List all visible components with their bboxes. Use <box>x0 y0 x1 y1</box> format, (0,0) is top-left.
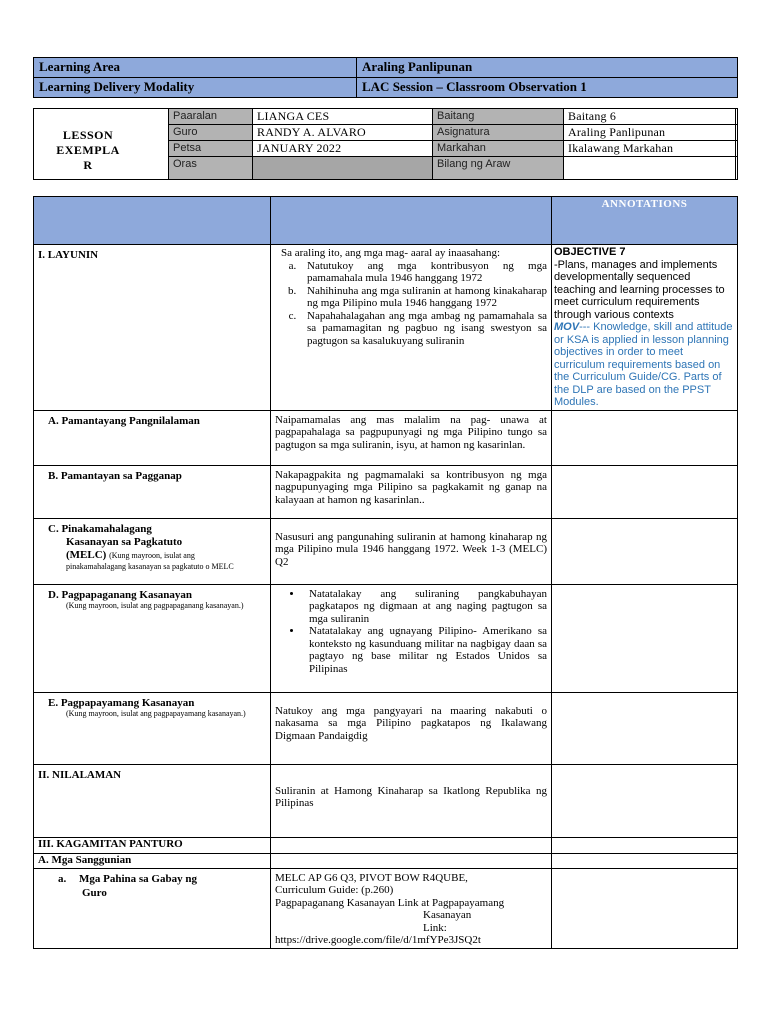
layunin-label: I. LAYUNIN <box>34 245 271 411</box>
lesson-info-table <box>168 108 738 180</box>
annotations-header: ANNOTATIONS <box>552 197 738 245</box>
pagpapayamang-text: Natukoy ang mga pangyayari na maaring nakabuti o nakasama sa mga Pilipino pagkatapos ng Ikalawang Digmaan Pandaigdig <box>271 692 552 764</box>
melc-note: pinakamahalagang kasanayan sa pagkatuto o MELC <box>66 561 234 571</box>
mov-annotation <box>554 321 733 408</box>
nilalaman-text: Suliranin at Hamong Kinaharap sa Ikatlong Republika ng Pilipinas <box>271 764 552 837</box>
melc-label-line1: C. Pinakamahalagang <box>48 522 152 535</box>
pagpapaganang-label <box>34 584 271 692</box>
pahina-line5: Link: <box>423 921 447 934</box>
delivery-modality-value: LAC Session – Classroom Observation 1 <box>357 78 738 98</box>
lesson-plan-table <box>33 196 738 949</box>
melc-text: Nasusuri ang pangunahing suliranin at hamong kinaharap ng mga Pilipino mula 1946 hanggang 1972. Week 1-3 (MELC) Q2 <box>271 518 552 584</box>
pahina-link[interactable]: https://drive.google.com/file/d/1mfYPe3JSQ2t <box>275 934 481 946</box>
melc-note-inline: (Kung mayroon, isulat ang <box>109 550 195 560</box>
pahina-line4: Kasanayan <box>423 909 472 921</box>
kagamitan-content <box>271 837 552 853</box>
header-blank-1 <box>34 197 271 245</box>
guro-label: Guro <box>169 125 253 141</box>
lesson-exemplar-label: LESSON EXEMPLA R <box>56 128 120 172</box>
pagpapayamang-label <box>34 692 271 764</box>
pamantayang-pangnilalaman-label: A. Pamantayang Pangnilalaman <box>34 410 271 465</box>
header-table <box>33 57 738 98</box>
nilalaman-annotation <box>552 764 738 837</box>
baitang-value: Baitang 6 <box>564 109 738 125</box>
list-item: a. Natutukoy ang mga kontribusyon ng mga pamamahala mula 1946 hanggang 1972 <box>299 260 547 285</box>
pahina-label <box>34 868 271 948</box>
pagpapaganang-note: (Kung mayroon, isulat ang pagpapaganang kasanayan.) <box>66 601 244 610</box>
pamantayang-pangnilalaman-text: Naipamamalas ang mas malalim na pag- unawa at pagpapahalaga sa pagpupunyagi ng mga Pilipino tungo sa pagtugon sa mga suliranin, isyu, at hamon ng kasarinlan. <box>271 410 552 465</box>
petsa-label: Petsa <box>169 141 253 157</box>
kagamitan-label: III. KAGAMITAN PANTURO <box>34 837 271 853</box>
pagpapayamang-title: E. Pagpapayamang Kasanayan <box>48 696 195 709</box>
pahina-line2: Curriculum Guide: (p.260) <box>275 884 394 896</box>
sanggunian-annotation <box>552 853 738 868</box>
pahina-annotation <box>552 868 738 948</box>
learning-area-value: Araling Panlipunan <box>357 58 738 78</box>
pagpapayamang-annotation <box>552 692 738 764</box>
baitang-label: Baitang <box>433 109 564 125</box>
bilang-ng-araw-value <box>564 157 738 180</box>
pahina-line1: MELC AP G6 Q3, PIVOT BOW R4QUBE, <box>275 871 468 884</box>
oras-value <box>253 157 433 180</box>
paaralan-label: Paaralan <box>169 109 253 125</box>
pamantayan-pagganap-label: B. Pamantayan sa Pagganap <box>34 465 271 518</box>
melc-label-line3: (MELC) <box>66 548 107 561</box>
pahina-label-line1: Mga Pahina sa Gabay ng <box>79 872 197 885</box>
petsa-value: JANUARY 2022 <box>253 141 433 157</box>
list-item: b. Nahihinuha ang mga suliranin at hamong kinakaharap ng mga Pilipino mula 1946 hanggang 1972 <box>299 285 547 310</box>
pagpapaganang-content <box>271 584 552 692</box>
pamantayan-pagganap-annotation <box>552 465 738 518</box>
layunin-content <box>271 245 552 411</box>
markahan-value: Ikalawang Markahan <box>564 141 738 157</box>
melc-label <box>34 518 271 584</box>
sanggunian-label: A. Mga Sanggunian <box>34 853 271 868</box>
mov-tag: MOV <box>554 321 580 333</box>
layunin-intro: Sa araling ito, ang mga mag- aaral ay inaasahang: <box>281 247 500 259</box>
melc-annotation <box>552 518 738 584</box>
bilang-ng-araw-label: Bilang ng Araw <box>433 157 564 180</box>
guro-value: RANDY A. ALVARO <box>253 125 433 141</box>
oras-label: Oras <box>169 157 253 180</box>
pagpapaganang-annotation <box>552 584 738 692</box>
annotation-title: OBJECTIVE 7 <box>554 246 626 258</box>
pahina-line3: Pagpapaganang Kasanayan Link at Pagpapayamang <box>275 896 505 909</box>
list-item: • Natatalakay ang suliraning pangkabuhayan pagkatapos ng digmaan at ang naging pagtugon sa mga suliranin <box>303 588 547 626</box>
delivery-modality-label: Learning Delivery Modality <box>34 78 357 98</box>
pagpapaganang-list <box>275 588 547 676</box>
annotation-text: -Plans, manages and implements developmentally sequenced teaching and learning processes to meet curriculum requirements through various contexts <box>554 258 725 321</box>
pamantayan-pagganap-text: Nakapagpakita ng pagmamalaki sa kontribusyon ng mga nagpupunyaging mga Pilipino sa pagkakamit ng ganap na kalayaan at hamon ng kasarinlan.. <box>271 465 552 518</box>
mov-text: --- Knowledge, skill and attitude or KSA is applied in lesson planning objectives in order to meet curriculum requirements based on the Curriculum Guide/CG. Parts of the DLP are based on the PPST Modules. <box>554 321 733 408</box>
markahan-label: Markahan <box>433 141 564 157</box>
list-item: c. Napahahalagahan ang mga ambag ng pamamahala sa sa pamamagitan ng pagbuo ng isang swestyon sa pagtugon sa kasalukuyang suliranin <box>299 310 547 348</box>
asignatura-value: Araling Panlipunan <box>564 125 738 141</box>
melc-label-line2: Kasanayan sa Pagkatuto <box>66 535 183 548</box>
learning-area-label: Learning Area <box>34 58 357 78</box>
layunin-list <box>275 260 547 348</box>
nilalaman-label: II. NILALAMAN <box>34 764 271 837</box>
pagpapayamang-note: (Kung mayroon, isulat ang pagpapayamang kasanayan.) <box>66 709 246 718</box>
pahina-label-line2: Guro <box>82 886 107 899</box>
pahina-content <box>271 868 552 948</box>
header-blank-2 <box>271 197 552 245</box>
asignatura-label: Asignatura <box>433 125 564 141</box>
sanggunian-content <box>271 853 552 868</box>
pamantayang-pangnilalaman-annotation <box>552 410 738 465</box>
kagamitan-annotation <box>552 837 738 853</box>
pagpapaganang-title: D. Pagpapaganang Kasanayan <box>48 588 192 601</box>
paaralan-value: LIANGA CES <box>253 109 433 125</box>
list-item: • Natatalakay ang ugnayang Pilipino- Amerikano sa konteksto ng kasunduang militar na nagbigay daan sa pagtayo ng base militar ng Estados Unidos sa Pilipinas <box>303 625 547 675</box>
layunin-annotation <box>552 245 738 411</box>
pahina-prefix: a. <box>58 872 67 885</box>
